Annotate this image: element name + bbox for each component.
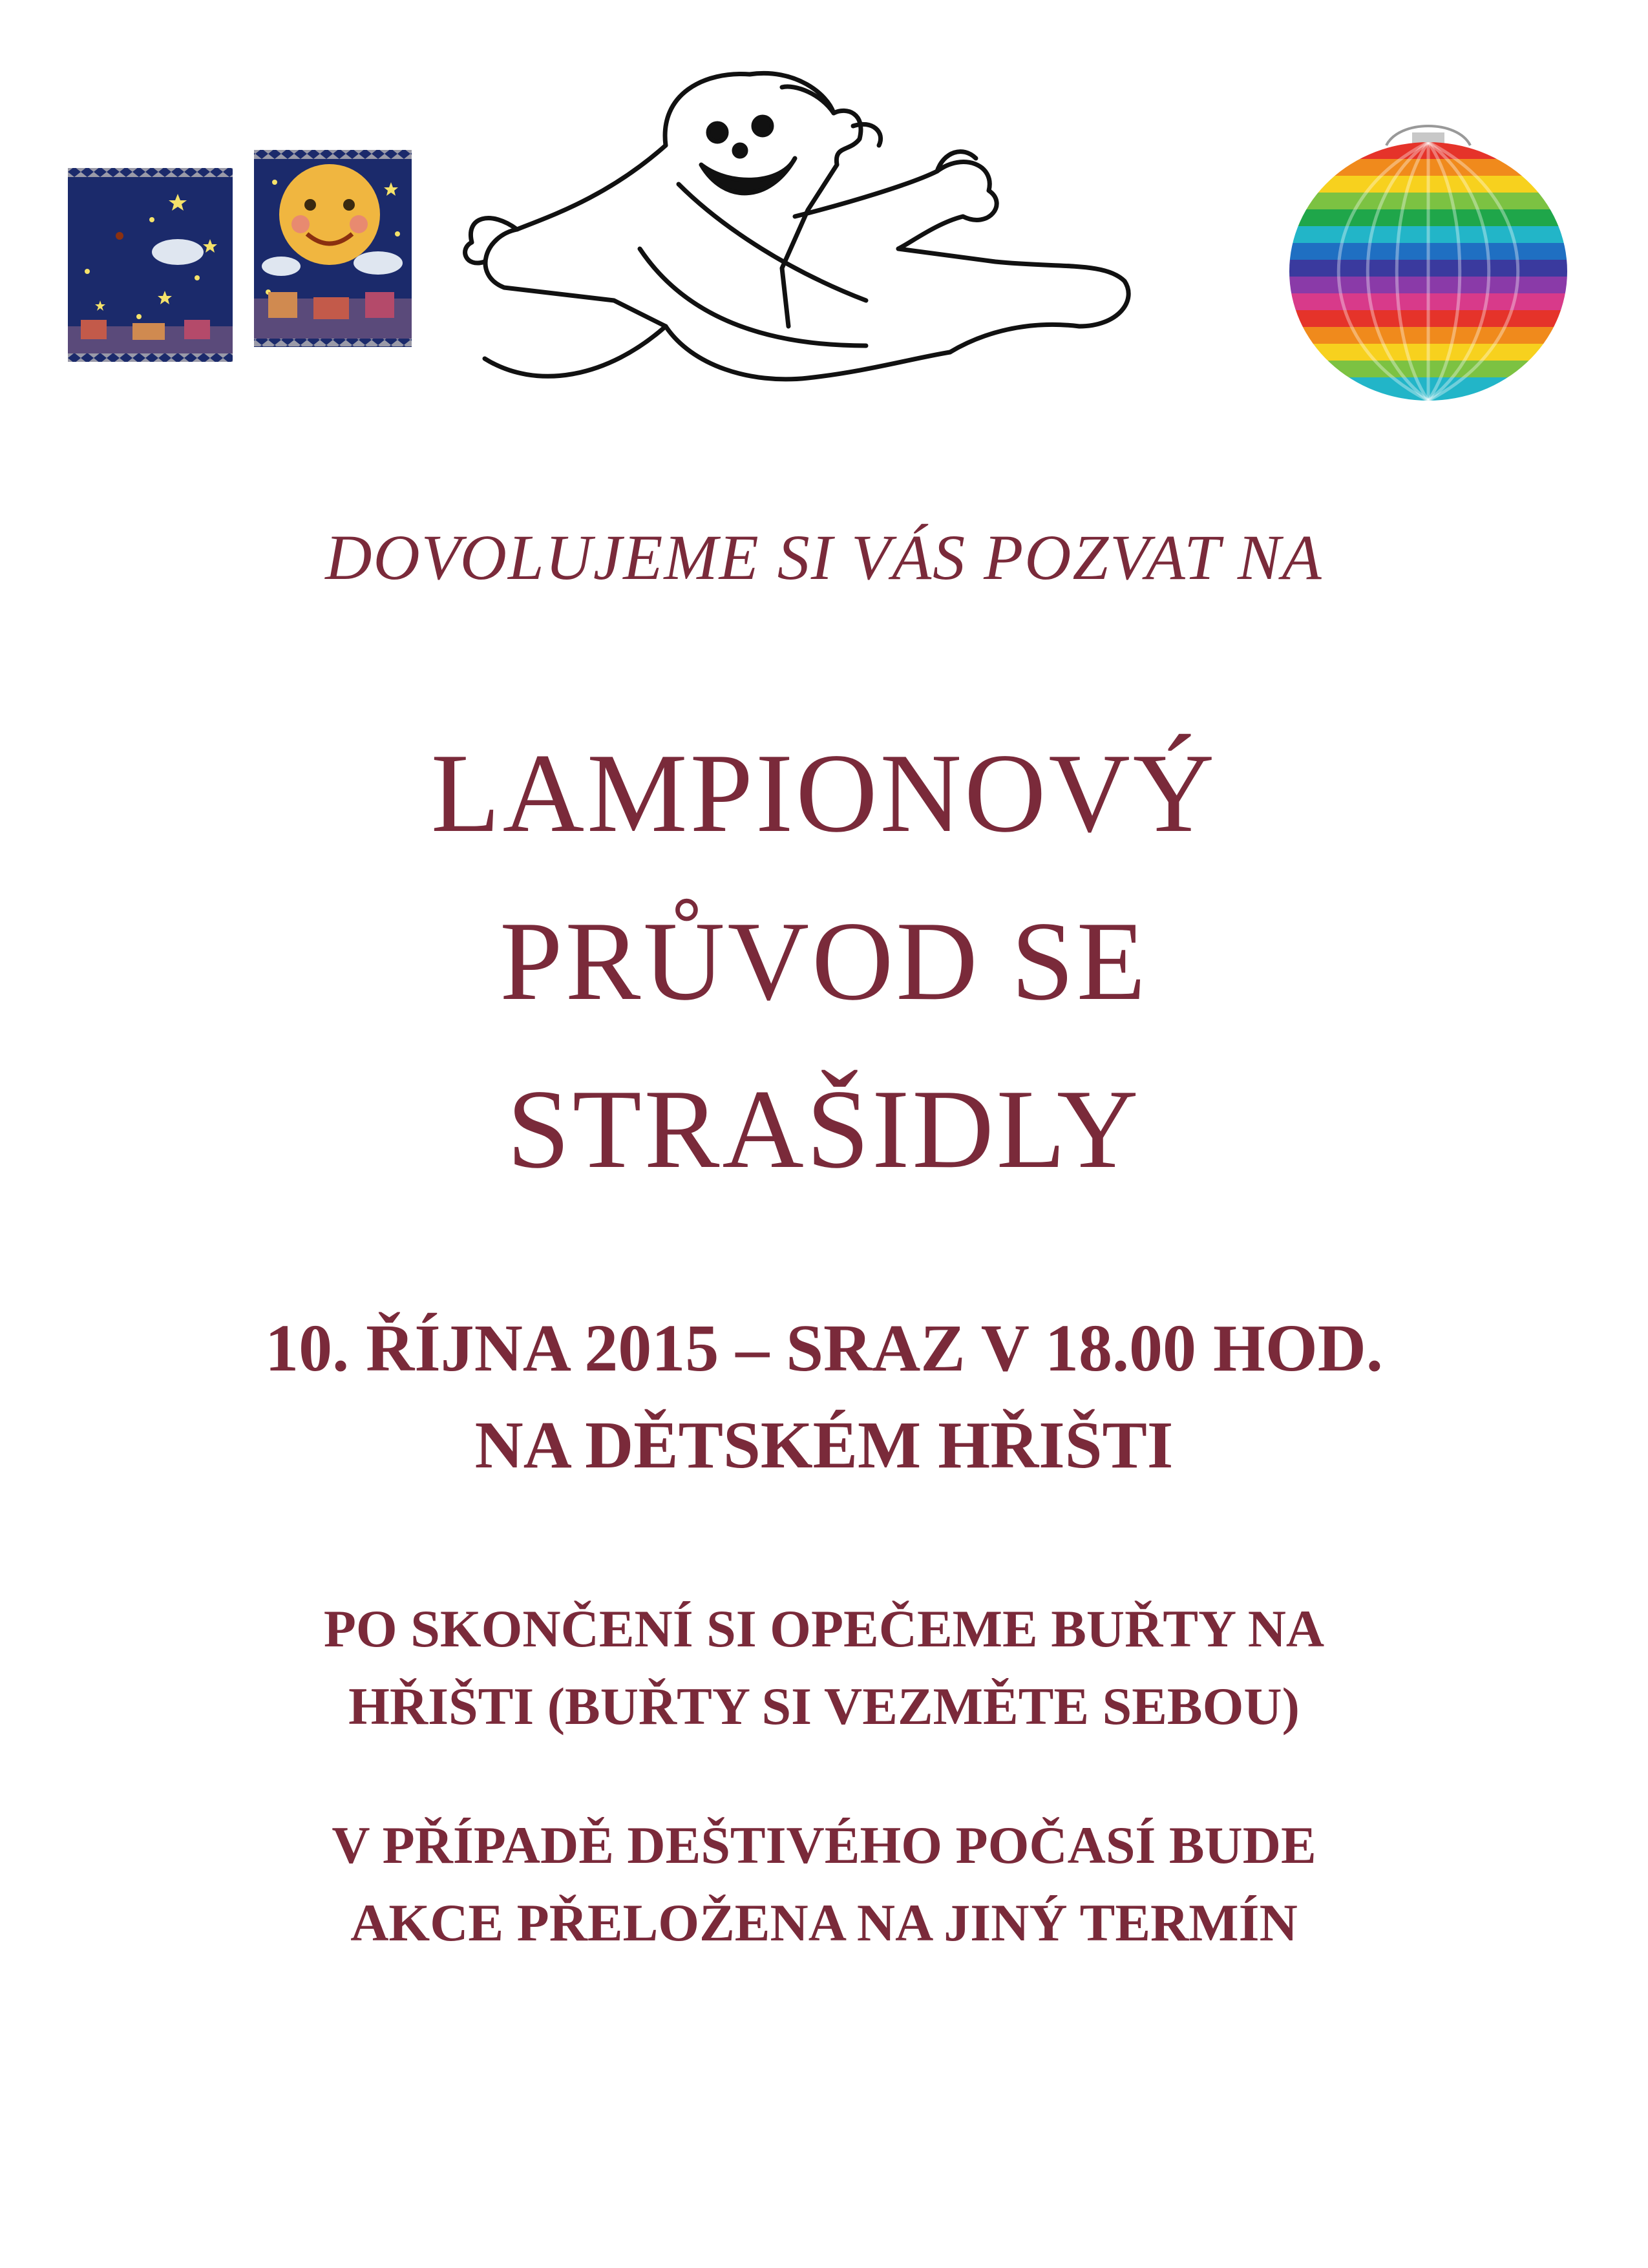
rainbow-ball-lantern-icon (1283, 107, 1574, 407)
title-line-2: PRŮVOD SE (500, 898, 1148, 1024)
sun-face-lantern-icon (249, 143, 417, 357)
moon-lantern-icon (61, 162, 239, 375)
location-line: NA DĚTSKÉM HŘIŠTI (474, 1408, 1174, 1482)
date-line: 10. ŘÍJNA 2015 – SRAZ V 18.00 HOD. (265, 1311, 1383, 1385)
info-line-2: HŘIŠTI (BUŘTY SI VEZMĚTE SEBOU) (348, 1677, 1300, 1736)
info-line-4: AKCE PŘELOŽENA NA JINÝ TERMÍN (350, 1893, 1298, 1952)
invite-line: DOVOLUJEME SI VÁS POZVAT NA (325, 521, 1323, 593)
info-line-3: V PŘÍPADĚ DEŠTIVÉHO POČASÍ BUDE (332, 1816, 1316, 1874)
title-line-3: STRAŠIDLY (507, 1066, 1141, 1192)
ghost-icon (446, 55, 1209, 436)
info-line-1: PO SKONČENÍ SI OPEČEME BUŘTY NA (323, 1599, 1325, 1658)
title-line-1: LAMPIONOVÝ (430, 730, 1218, 856)
